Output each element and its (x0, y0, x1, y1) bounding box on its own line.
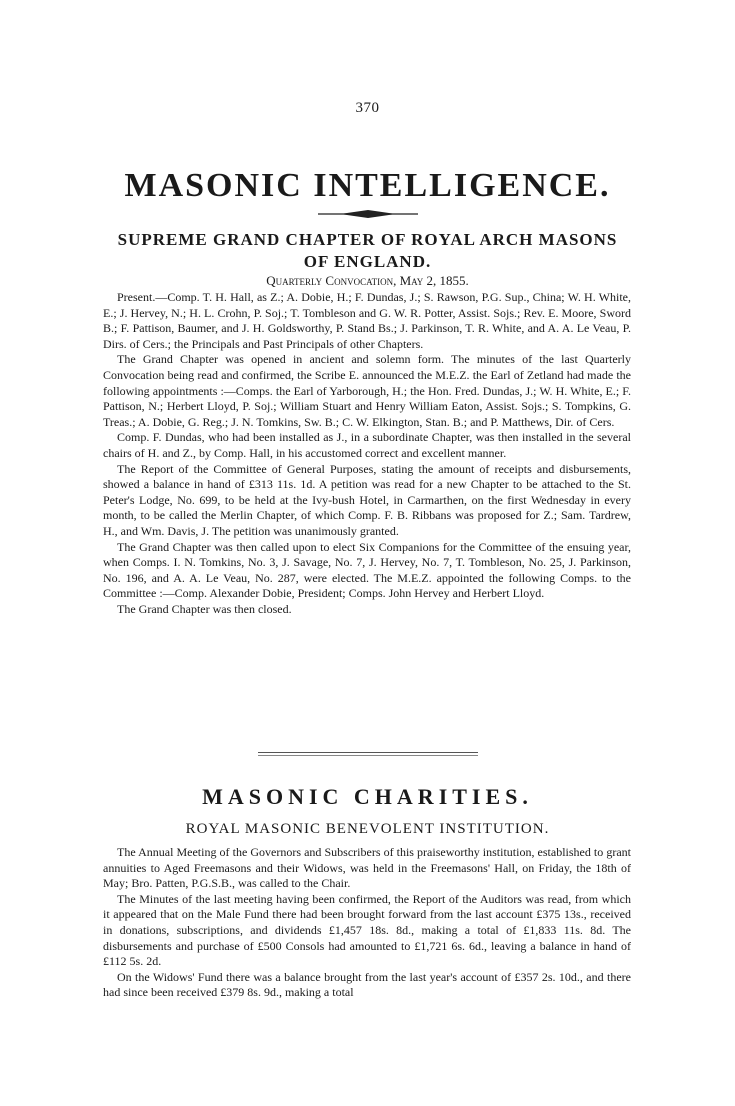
ornament-divider (318, 208, 418, 220)
section-rule (258, 755, 478, 756)
paragraph: Comp. F. Dundas, who had been installed as J., in a subordinate Chapter, was then installed in the several chairs of H. and Z., by Comp. Hall, in his accustomed correct and excellent manner. (103, 430, 631, 460)
paragraph: On the Widows' Fund there was a balance brought from the last year's account of £357 2s. 10d., and there had since been received £379 8s. 9d., making a total (103, 969, 631, 1000)
section2-body (103, 845, 631, 1001)
paragraph: The Grand Chapter was opened in ancient and solemn form. The minutes of the last Quarterly Convocation being read and confirmed, the Scribe E. announced the M.E.Z. the Earl of Zetland had made the following appointments :—Comps. the Earl of Yarborough, H.; the Hon. Fred. Dundas, J.; W. H. White, E.; F. Pattison, N.; Herbert Lloyd, P. Soj.; William Stuart and Henry William Eaton, Assist. Sojs.; S. Tompkins, G. Treas.; A. Dobie, G. Reg.; J. N. Tomkins, Sw. B.; C. W. Elkington, Stan. B.; and P. Matthews, Dir. of Cers. (103, 352, 631, 429)
section2-heading: MASONIC CHARITIES. (202, 784, 533, 809)
page-number: 370 (355, 100, 380, 116)
paragraph: The Grand Chapter was then called upon to elect Six Companions for the Committee of the ensuing year, when Comps. I. N. Tomkins, No. 3, J. Savage, No. 7, J. Hervey, No. 7, T. Tombleson, No. 25, J. Parkinson, No. 196, and A. A. Le Veau, No. 287, were elected. The M.E.Z. appointed the following Comps. to the Committee :—Comp. Alexander Dobie, President; Comps. John Hervey and Herbert Lloyd. (103, 539, 631, 601)
paragraph: The Report of the Committee of General Purposes, stating the amount of receipts and disbursements, showed a balance in hand of £313 11s. 1d. A petition was read for a new Chapter to be attached to the St. Peter's Lodge, No. 699, to be held at the Ivy-bush Hotel, in Carmarthen, on the first Wednesday in every month, to be called the Merlin Chapter, of which Comp. F. B. Ribbans was proposed for Z.; Sam. Tardrew, H., and Wm. Davis, J. The petition was unanimously granted. (103, 461, 631, 538)
section1-heading-line2: OF ENGLAND. (303, 252, 432, 271)
section2-subheading: ROYAL MASONIC BENEVOLENT INSTITUTION. (185, 821, 550, 837)
paragraph: The Annual Meeting of the Governors and Subscribers of this praiseworthy institution, established to grant annuities to Aged Freemasons and their Widows, was held in the Freemasons' Hall, on Friday, the 18th of May; Bro. Patten, P.G.S.B., was called to the Chair. (103, 845, 631, 891)
paragraph: The Minutes of the last meeting having been confirmed, the Report of the Auditors was read, from which it appeared that on the Male Fund there had been brought forward from the last account £375 13s., received in donations, subscriptions, and dividends £1,457 18s. 8d., making a total of £1,833 11s. 8d. The disbursements and purchase of £500 Consols had amounted to £1,721 6s. 6d., leaving a balance in hand of £112 5s. 2d. (103, 891, 631, 969)
section1-subheading: Quarterly Convocation, May 2, 1855. (266, 273, 469, 288)
section1-body (103, 290, 631, 617)
section-rule (258, 752, 478, 753)
section1-heading-line1: SUPREME GRAND CHAPTER OF ROYAL ARCH MASONS (117, 230, 618, 249)
page-title: MASONIC INTELLIGENCE. (124, 167, 611, 204)
paragraph: Present.—Comp. T. H. Hall, as Z.; A. Dobie, H.; F. Dundas, J.; S. Rawson, P.G. Sup., China; W. H. White, E.; J. Hervey, N.; H. L. Crohn, P. Soj.; T. Tombleson and G. W. R. Potter, Assist. Sojs.; Rev. E. Moore, Sword B.; F. Pattison, Baumer, and J. H. Goldsworthy, P. Stand Bs.; J. Parkinson, T. R. White, and A. A. Le Veau, P. Dirs. of Cers.; the Principals and Past Principals of other Chapters. (103, 290, 631, 351)
paragraph: The Grand Chapter was then closed. (117, 601, 292, 616)
